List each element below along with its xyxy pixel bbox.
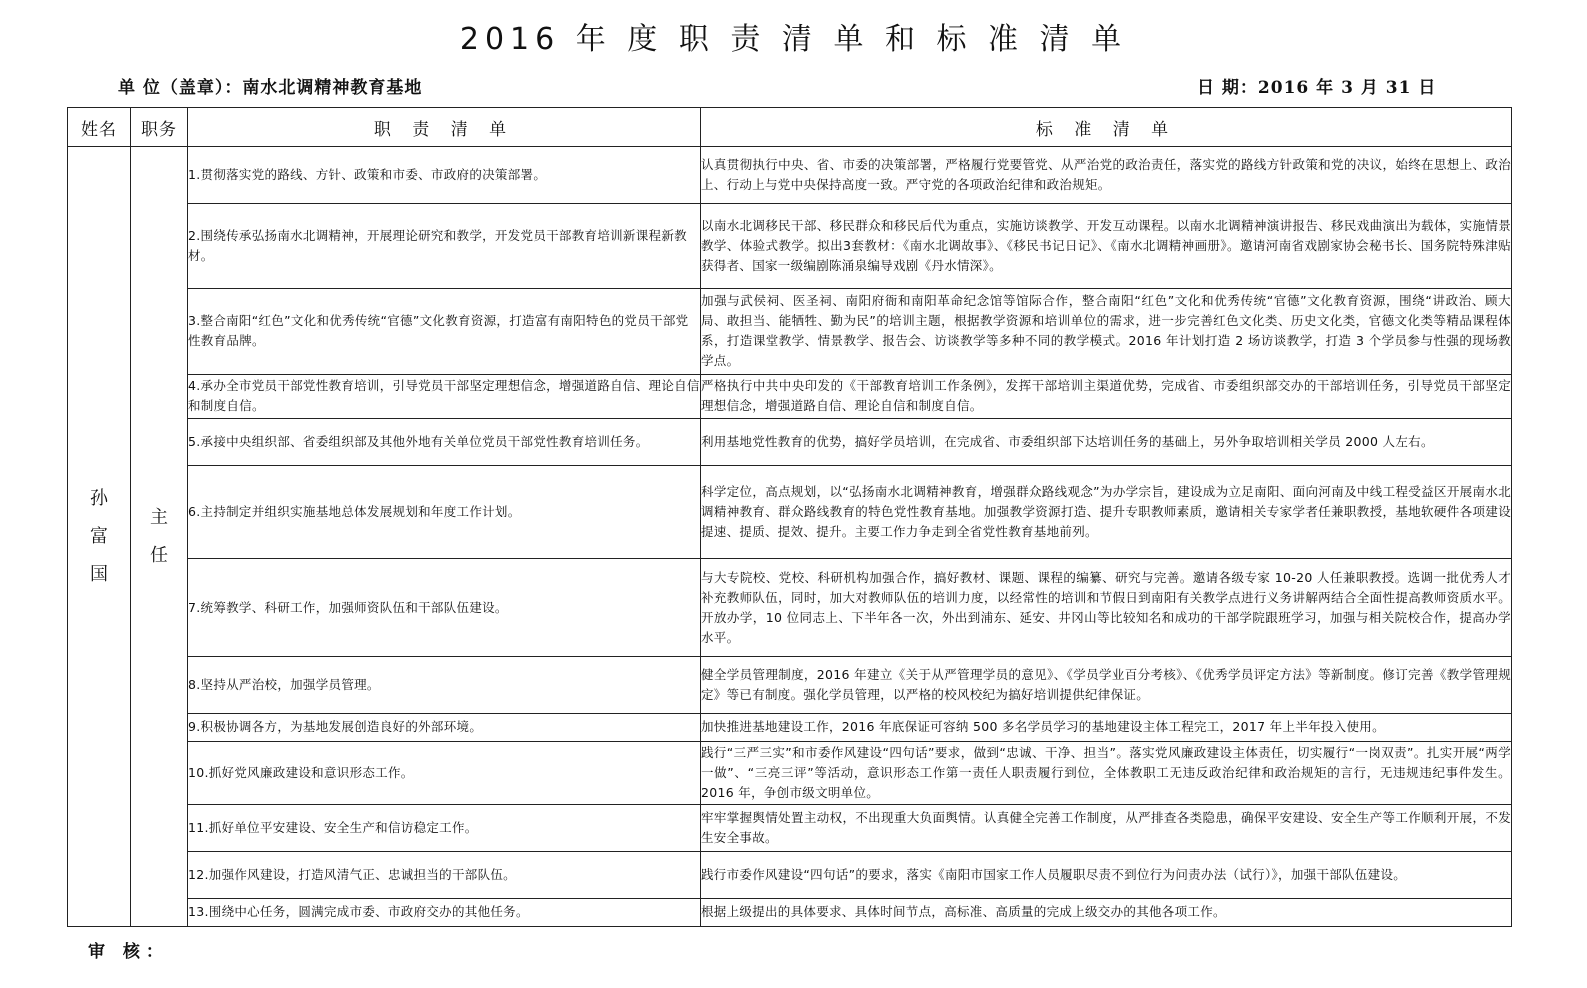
person-name-cell [68,147,131,927]
table-row [68,656,1512,713]
standard-cell: 利用基地党性教育的优势，搞好学员培训，在完成省、市委组织部下达培训任务的基础上，另外争取培训相关学员 2000 人左右。 [701,419,1512,466]
date-label: 日 期： [1197,78,1258,98]
header-row [68,108,1512,147]
date-value: 2016 年 3 月 31 日 [1257,78,1437,98]
duty-cell: 10.抓好党风廉政建设和意识形态工作。 [188,742,701,805]
standard-cell: 认真贯彻执行中央、省、市委的决策部署，严格履行党要管党、从严治党的政治责任，落实党的路线方针政策和党的决议，始终在思想上、政治上、行动上与党中央保持高度一致。严守党的各项政治纪律和政治规矩。 [701,147,1512,204]
unit-label: 单 位（盖章）： [118,78,243,98]
duty-cell: 8.坚持从严治校，加强学员管理。 [188,656,701,713]
table-row [68,805,1512,852]
standard-cell: 践行“三严三实”和市委作风建设“四句话”要求，做到“忠诚、干净、担当”。落实党风廉政建设主体责任，切实履行“一岗双责”。扎实开展“两学一做”、“三亮三评”等活动，意识形态工作第一责任人职责履行到位，全体教职工无违反政治纪律和政治规矩的言行，无违规违纪事件发生。2016 年，争创市级文明单位。 [701,742,1512,805]
person-position: 主任 [150,506,168,566]
table-row [68,559,1512,657]
standard-cell: 健全学员管理制度，2016 年建立《关于从严管理学员的意见》、《学员学业百分考核》、《优秀学员评定方法》等新制度。修订完善《教学管理规定》等已有制度。强化学员管理，以严格的校风校纪为搞好培训提供纪律保证。 [701,656,1512,713]
unit-line [118,73,422,98]
duty-cell: 9.积极协调各方，为基地发展创造良好的外部环境。 [188,713,701,741]
standard-cell: 牢牢掌握舆情处置主动权，不出现重大负面舆情。认真健全完善工作制度，从严排查各类隐患，确保平安建设、安全生产等工作顺利开展，不发生安全事故。 [701,805,1512,852]
standard-cell: 践行市委作风建设“四句话”的要求，落实《南阳市国家工作人员履职尽责不到位行为问责办法（试行）》，加强干部队伍建设。 [701,851,1512,898]
standard-cell: 加强与武侯祠、医圣祠、南阳府衙和南阳革命纪念馆等馆际合作，整合南阳“红色”文化和优秀传统“官德”文化教育资源，围绕“讲政治、顾大局、敢担当、能牺牲、勤为民”的培训主题，根据教学资源和培训单位的需求，进一步完善红色文化类、历史文化类，官德文化类等精品课程体系，打造课堂教学、情景教学、报告会、访谈教学等多种不同的教学模式。2016 年计划打造 2 场访谈教学，打造 3 个学员参与性强的现场教学点。 [701,289,1512,374]
duty-cell: 3.整合南阳“红色”文化和优秀传统“官德”文化教育资源，打造富有南阳特色的党员干部党性教育品牌。 [188,289,701,374]
duty-cell: 7.统筹教学、科研工作，加强师资队伍和干部队伍建设。 [188,559,701,657]
standard-cell: 加快推进基地建设工作，2016 年底保证可容纳 500 多名学员学习的基地建设主体工程完工，2017 年上半年投入使用。 [701,713,1512,741]
table-row [68,147,1512,204]
header-standards: 标 准 清 单 [701,108,1512,147]
table-row [68,898,1512,926]
duty-cell: 5.承接中央组织部、省委组织部及其他外地有关单位党员干部党性教育培训任务。 [188,419,701,466]
document-title: 2016 年 度 职 责 清 单 和 标 准 清 单 [459,22,1128,57]
person-name: 孙富国 [90,487,108,585]
standard-cell: 与大专院校、党校、科研机构加强合作，搞好教材、课题、课程的编纂、研究与完善。邀请各级专家 10-20 人任兼职教授。选调一批优秀人才补充教师队伍，同时，加大对教师队伍的培训力度，以经常性的培训和节假日到南阳有关教学点进行义务讲解两结合全面性提高教师资质水平。开放办学，10 位同志上、下半年各一次，外出到浦东、延安、井冈山等比较知名和成功的干部学院跟班学习，加强与相关院校合作，提高办学水平。 [701,559,1512,657]
table-row [68,742,1512,805]
person-position-cell [131,147,188,927]
header-duties: 职 责 清 单 [188,108,701,147]
unit-value: 南水北调精神教育基地 [242,78,423,98]
standard-cell: 根据上级提出的具体要求、具体时间节点，高标准、高质量的完成上级交办的其他各项工作。 [701,898,1512,926]
table-row [68,289,1512,374]
duty-cell: 11.抓好单位平安建设、安全生产和信访稳定工作。 [188,805,701,852]
standard-cell: 以南水北调移民干部、移民群众和移民后代为重点，实施访谈教学、开发互动课程。以南水北调精神演讲报告、移民戏曲演出为载体，实施情景教学、体验式教学。拟出3套教材：《南水北调故事》、《移民书记日记》、《南水北调精神画册》。邀请河南省戏剧家协会秘书长、国务院特殊津贴获得者、国家一级编剧陈涌泉编导戏剧《丹水情深》。 [701,203,1512,288]
standard-cell: 科学定位，高点规划，以“弘扬南水北调精神教育，增强群众路线观念”为办学宗旨，建设成为立足南阳、面向河南及中线工程受益区开展南水北调精神教育、群众路线教育的特色党性教育基地。加强教学资源打造、提升专职教师素质，邀请相关专家学者任兼职教授，基地软硬件各项建设提速、提质、提效、提升。主要工作力争走到全省党性教育基地前列。 [701,465,1512,558]
table-row [68,713,1512,741]
table-row [68,851,1512,898]
table-row [68,203,1512,288]
duty-cell: 2.围绕传承弘扬南水北调精神，开展理论研究和教学，开发党员干部教育培训新课程新教材。 [188,203,701,288]
duty-cell: 6.主持制定并组织实施基地总体发展规划和年度工作计划。 [188,465,701,558]
duty-cell: 1.贯彻落实党的路线、方针、政策和市委、市政府的决策部署。 [188,147,701,204]
standard-cell: 严格执行中共中央印发的《干部教育培训工作条例》，发挥干部培训主渠道优势，完成省、市委组织部交办的干部培训任务，引导党员干部坚定理想信念，增强道路自信、理论自信和制度自信。 [701,374,1512,419]
date-line [1197,73,1436,98]
duty-cell: 4.承办全市党员干部党性教育培训，引导党员干部坚定理想信念，增强道路自信、理论自信和制度自信。 [188,374,701,419]
duty-cell: 12.加强作风建设，打造风清气正、忠诚担当的干部队伍。 [188,851,701,898]
review-label: 审 核： [88,942,169,962]
duty-standard-table [67,107,1512,927]
duty-cell: 13.围绕中心任务，圆满完成市委、市政府交办的其他任务。 [188,898,701,926]
header-name: 姓名 [68,108,131,147]
header-position: 职务 [131,108,188,147]
table-row [68,374,1512,419]
table-row [68,465,1512,558]
table-row [68,419,1512,466]
